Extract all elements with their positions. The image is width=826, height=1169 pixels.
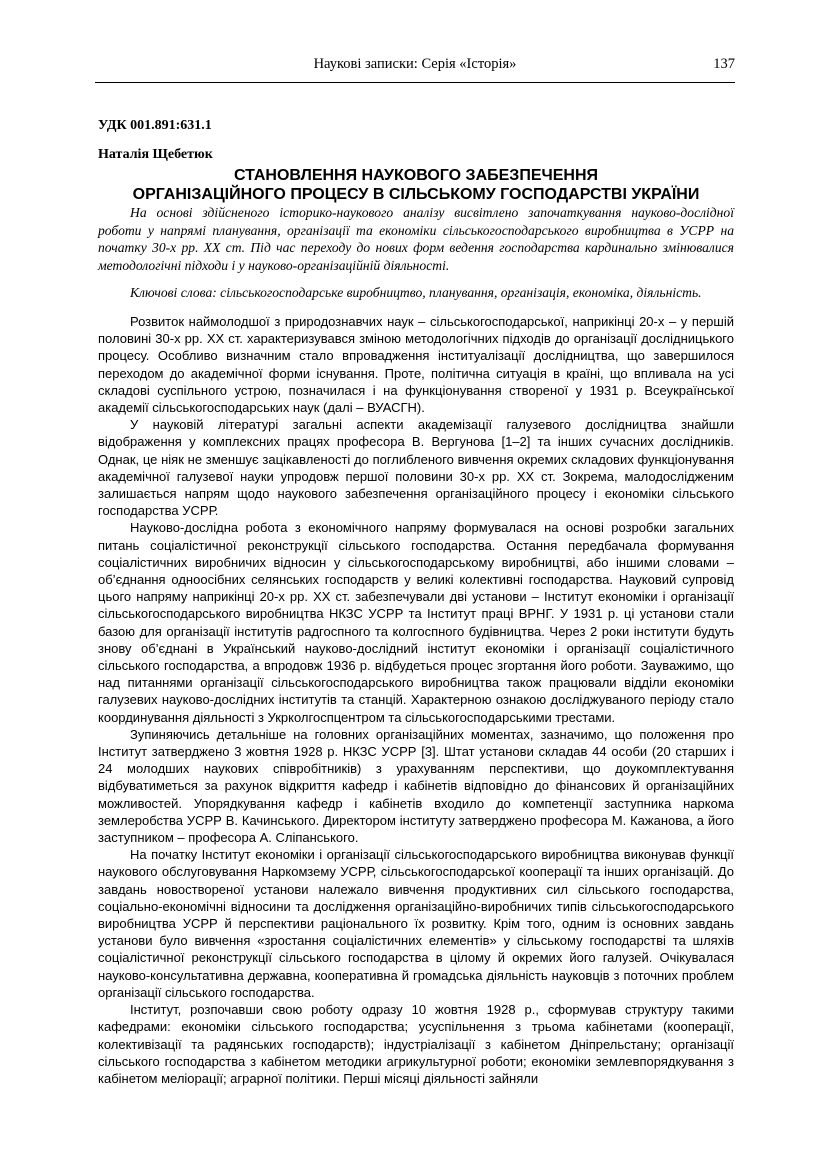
body-paragraph: Розвиток наймолодшої з природознавчих наук – сільськогосподарської, наприкінці 20-х – у першій половині 30-х рр. XX ст. характеризувався зміною методологічних підходів до організації дослідницького процесу. Особливо визначним стало впровадження інституалізації дослідництва, що завершилося переходом до академічної форми існування. Проте, політична ситуація в країні, що впливала на усі складові суспільного устрою, позначилася і на функціонування створеної у 1931 р. Всеукраїнської академії сільськогосподарських наук (далі – ВУАСГН). xyxy=(98,313,734,415)
udc-code: УДК 001.891:631.1 xyxy=(98,118,212,133)
body-paragraph: У науковій літературі загальні аспекти академізації галузевого дослідництва знайшли відображення у комплексних працях професора В. Вергунова [1–2] та інших сучасних дослідників. Однак, це ніяк не зменшує зацікавленості до поглибленого вивчення окремих складових функціонування академічної галузевої науки упродовж першої половини 30-х рр. XX ст. Зокрема, малодослідженим залишається напрям щодо наукового забезпечення організаційного процесу і економіки сільського господарства УСРР. xyxy=(98,417,734,519)
body-paragraph: На початку Інститут економіки і організації сільськогосподарського виробництва виконував функції наукового обслуговування Наркомзему УСРР, сільськогосподарської кооперації та інших організацій. До завдань новоствореної установи належало вивчення продуктивних сил сільського господарства, соціально-економічні відносини та дослідження організаційно-виробничих типів сільськогосподарського виробництва УСРР й перспективи раціонального їх розвитку. Крім того, одним із основних завдань установи було вивчення «зростання соціалістичних елементів» у сільському господарстві та шляхів соціалістичної реконструкції сільського господарства в цілому й окремих його галузей. Очікувалася науково-консультативна державна, кооперативна й громадська діяльність науковців з поточних проблем організації сільського господарства. xyxy=(98,847,734,1000)
body-paragraph: Зупиняючись детальніше на головних організаційних моментах, зазначимо, що положення про Інститут затверджено 3 жовтня 1928 р. НКЗС УСРР [3]. Штат установи складав 44 особи (20 старших і 24 молодших наукових співробітників) з урахуванням перспективи, що доукомплектування відбуватиметься за рахунок відкриття кафедр і кабінетів відповідно до фінансових й організаційних можливостей. Упорядкування кафедр і кабінетів входило до компетенції заступника наркома землеробства УСРР В. Качинського. Директором інституту затверджено професора М. Кажанова, а його заступником – професора А. Сліпанського. xyxy=(98,726,734,846)
page-number: 137 xyxy=(713,56,735,72)
article xyxy=(98,118,734,1087)
abstract: На основі здійсненого історико-наукового аналізу висвітлено започаткування науково-дослідної роботи у напрямі планування, організації та економіки сільськогосподарського виробництва в УСРР на початку 30-х рр. XX ст. Під час переходу до нових форм ведення господарства кардинально змінювалися методологічні підходи і у науково-організаційній діяльності. xyxy=(98,205,734,273)
header-rule xyxy=(95,82,735,83)
author-name: Наталія Щебетюк xyxy=(98,147,213,162)
running-title: Наукові записки: Серія «Історія» xyxy=(313,56,517,72)
keywords: Ключові слова: сільськогосподарське виробництво, планування, організація, економіка, діяльність. xyxy=(130,285,702,301)
body-paragraph: Науково-дослідна робота з економічного напряму формувалася на основі розробки загальних питань соціалістичної реконструкції сільського господарства. Остання передбачала формування соціалістичних виробничих відносин у сільськогосподарському виробництві, або іншими словами – об’єднання одноосібних селянських господарств у великі колективні господарства. Науковий супровід цього напряму наприкінці 20-х рр. XX ст. забезпечували дві установи – Інститут економіки і організації сільськогосподарського виробництва НКЗС УСРР та Інститут праці ВРНГ. У 1931 р. ці установи стали базою для організації інститутів радгоспного та колгоспного будівництва. Через 2 роки інститути будуть знову об’єднані в Український науково-дослідний інститут економіки і організації соціалістичного сільського господарства, а впродовж 1936 р. відбудеться процес згортання його роботи. Зауважимо, що над питаннями організації сільськогосподарського виробництва також працювали відділи економіки галузевих науково-дослідних інститутів та станцій. Характерною ознакою досліджуваного періоду стало координування діяльності з Укрколгоспцентром та сільськогосподарськими трестами. xyxy=(98,520,734,725)
body-paragraph: Інститут, розпочавши свою роботу одразу 10 жовтня 1928 р., сформував структуру такими кафедрами: економіки сільського господарства; усуспільнення з трьома кабінетами (кооперації, колективізації та радянських господарств); індустріалізації з кабінетом Дніпрельстану; організації сільського господарства з кабінетом методики агрикультурної роботи; економіки землевпорядкування з кабінетом меліорації; аграрної політики. Перші місяці діяльності зайняли xyxy=(98,1002,734,1086)
title-line-2: ОРГАНІЗАЦІЙНОГО ПРОЦЕСУ В СІЛЬСЬКОМУ ГОСПОДАРСТВІ УКРАЇНИ xyxy=(132,185,700,203)
title-line-1: СТАНОВЛЕННЯ НАУКОВОГО ЗАБЕЗПЕЧЕННЯ xyxy=(233,167,599,184)
body-text xyxy=(98,313,734,1087)
article-title xyxy=(98,167,734,204)
